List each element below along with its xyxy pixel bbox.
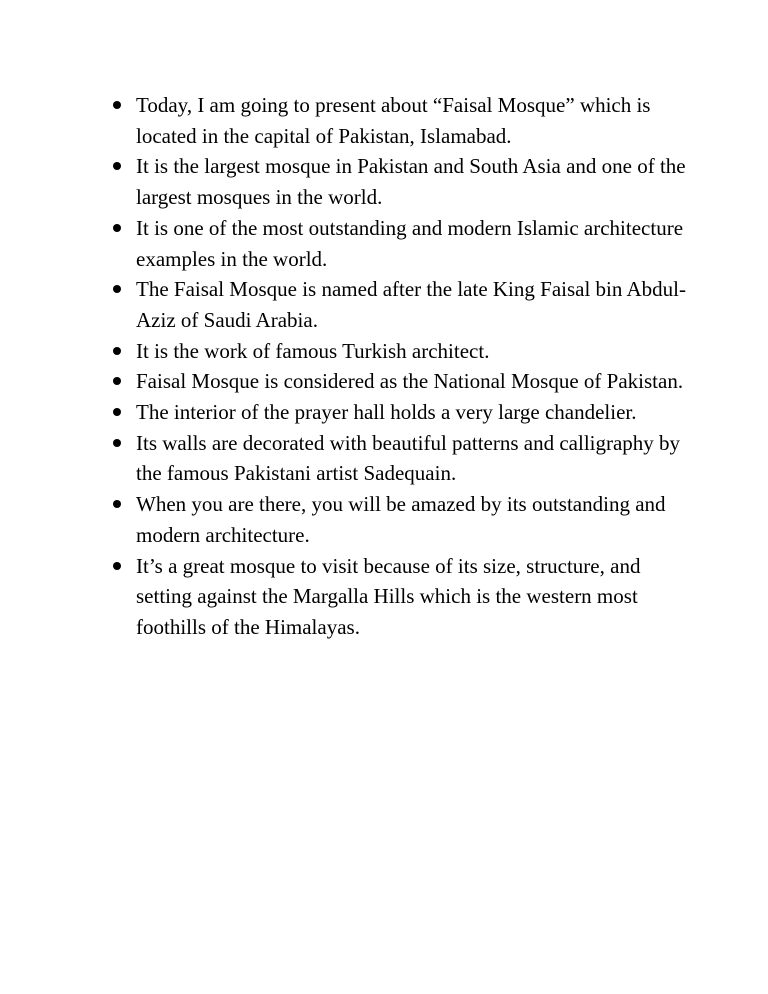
bullet-list xyxy=(136,90,696,643)
bullet-dot-icon xyxy=(113,347,121,355)
list-item-text: When you are there, you will be amazed by its outstanding and modern architecture. xyxy=(136,492,666,547)
list-item xyxy=(136,551,696,643)
list-item xyxy=(136,366,696,397)
list-item-text: Its walls are decorated with beautiful patterns and calligraphy by the famous Pakistani artist Sadequain. xyxy=(136,430,681,486)
list-item xyxy=(136,90,696,151)
bullet-dot-icon xyxy=(113,500,121,508)
bullet-dot-icon xyxy=(113,224,121,232)
list-item-text: It’s a great mosque to visit because of its size, structure, and setting against the Margalla Hills which is the western most foothills of the Himalayas. xyxy=(136,553,641,639)
bullet-dot-icon xyxy=(113,562,121,570)
list-item-text: The interior of the prayer hall holds a very large chandelier. xyxy=(136,400,637,425)
bullet-dot-icon xyxy=(113,439,121,447)
list-item xyxy=(136,274,696,335)
list-item xyxy=(136,397,696,428)
list-item xyxy=(136,213,696,274)
bullet-dot-icon xyxy=(113,408,121,416)
list-item xyxy=(136,489,696,550)
list-item-text: The Faisal Mosque is named after the late King Faisal bin Abdul-Aziz of Saudi Arabia. xyxy=(136,277,686,332)
list-item-text: It is one of the most outstanding and modern Islamic architecture examples in the world. xyxy=(136,215,684,271)
list-item-text: Faisal Mosque is considered as the National Mosque of Pakistan. xyxy=(136,369,684,394)
list-item xyxy=(136,151,696,212)
bullet-dot-icon xyxy=(113,162,121,170)
list-item-text: It is the work of famous Turkish architect. xyxy=(136,338,490,363)
bullet-dot-icon xyxy=(113,285,121,293)
bullet-dot-icon xyxy=(113,101,121,109)
list-item-text: Today, I am going to present about “Faisal Mosque” which is located in the capital of Pakistan, Islamabad. xyxy=(136,93,651,148)
list-item xyxy=(136,336,696,367)
list-item xyxy=(136,428,696,489)
bullet-dot-icon xyxy=(113,377,121,385)
list-item-text: It is the largest mosque in Pakistan and South Asia and one of the largest mosques in the world. xyxy=(136,154,686,210)
